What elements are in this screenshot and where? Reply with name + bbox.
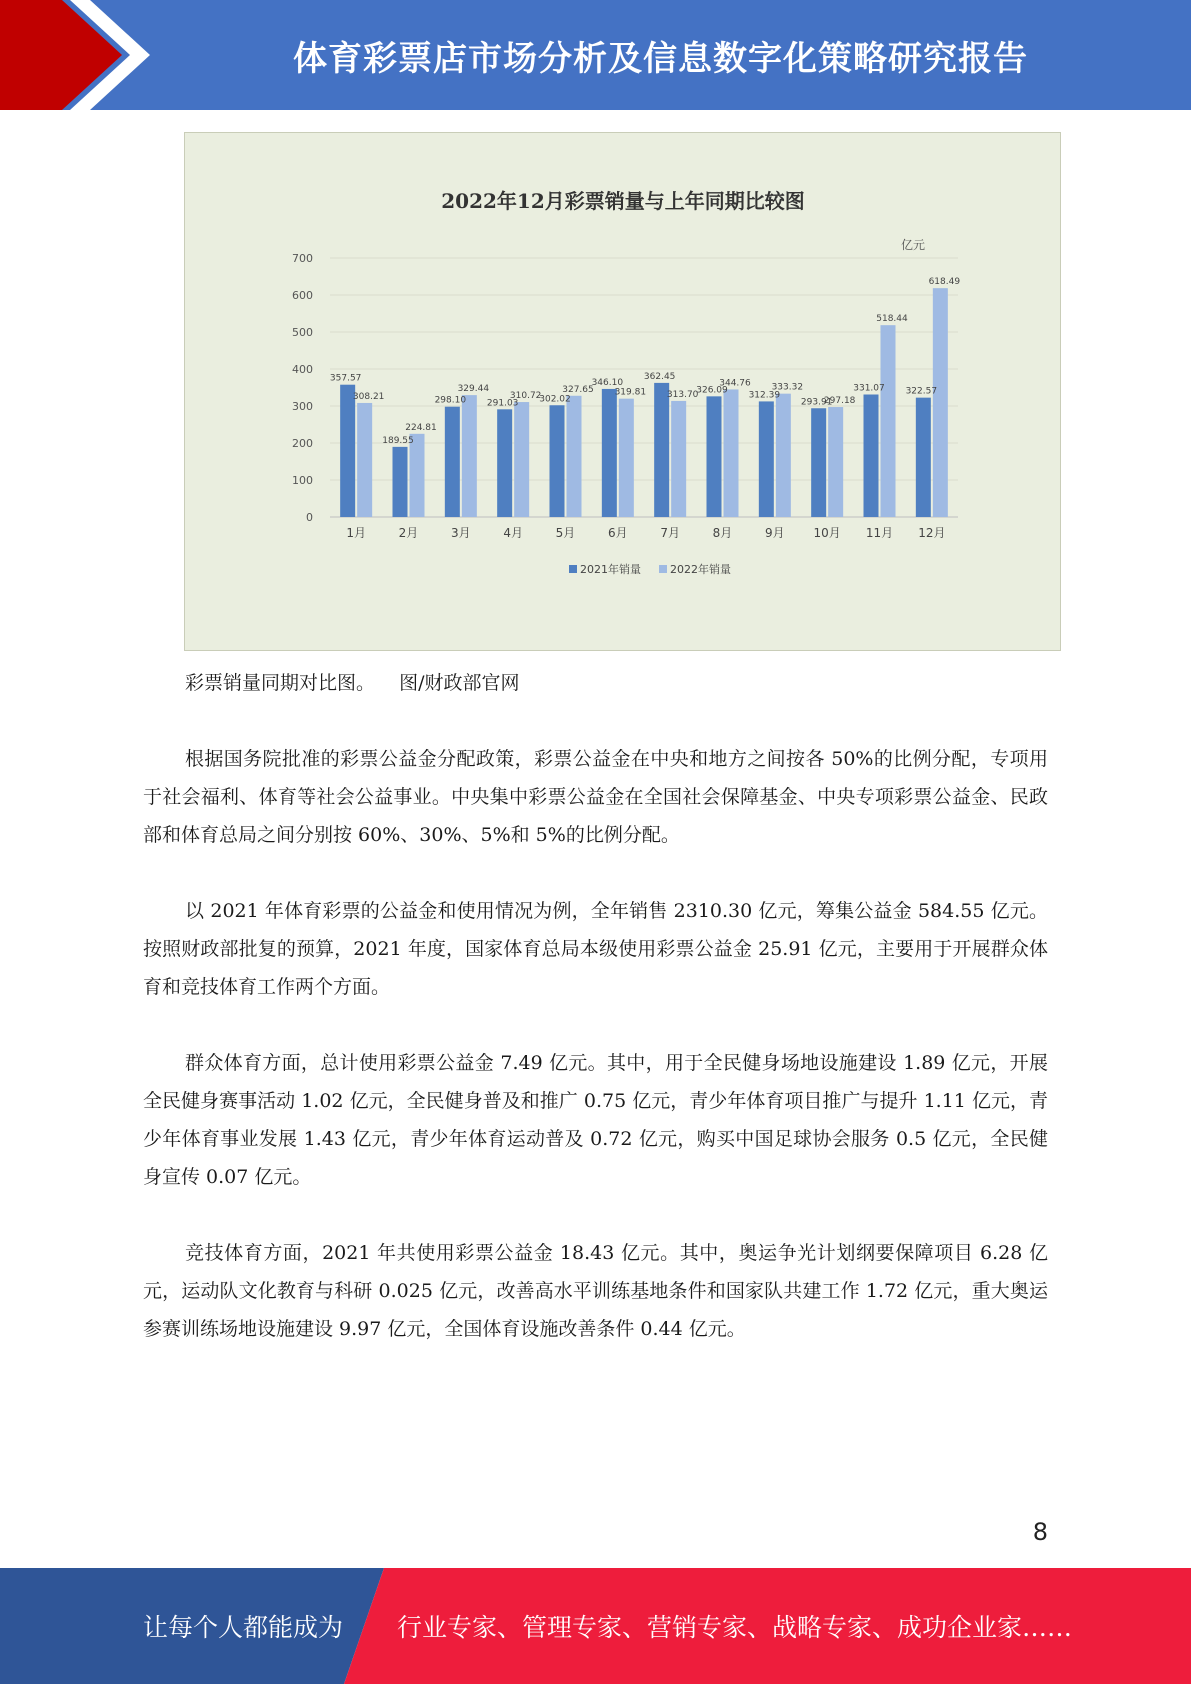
data-label: 329.44 (457, 384, 490, 395)
data-label: 618.49 (928, 277, 961, 288)
data-label: 297.18 (823, 396, 856, 407)
sales-comparison-chart (184, 132, 1061, 651)
bar-2021 (445, 407, 460, 517)
data-label: 298.10 (434, 395, 467, 406)
paragraph-allocation-policy: 根据国务院批准的彩票公益金分配政策，彩票公益金在中央和地方之间按各 50%的比例分配，专项用于社会福利、体育等社会公益事业。中央集中彩票公益金在全国社会保障基金、中央专项彩票公益金、民政部和体育总局之间分别按 60%、30%、5%和 5%的比例分配。 (143, 748, 1048, 846)
data-label: 326.09 (696, 385, 728, 396)
bar-2022 (671, 401, 686, 517)
x-tick-label: 2月 (398, 526, 419, 540)
x-tick-label: 1月 (346, 526, 366, 540)
y-tick-label: 0 (306, 511, 313, 524)
page-number: 8 (1032, 1518, 1048, 1546)
data-label: 291.03 (486, 398, 519, 409)
bar-2022 (514, 402, 529, 517)
data-label: 189.55 (382, 435, 414, 446)
document-title: 体育彩票店市场分析及信息数字化策略研究报告 (293, 38, 1028, 79)
bar-2022 (357, 403, 372, 517)
bar-2021 (759, 401, 774, 517)
data-label: 293.91 (800, 397, 833, 408)
data-label: 302.02 (539, 394, 571, 405)
data-label: 331.07 (853, 383, 885, 394)
chart-canvas (185, 133, 1062, 652)
y-tick-label: 400 (292, 363, 313, 376)
bar-2022 (881, 325, 896, 517)
data-label: 344.76 (719, 378, 751, 389)
data-label: 518.44 (876, 314, 908, 325)
bar-2022 (933, 288, 948, 517)
data-label: 362.45 (643, 371, 676, 382)
data-label: 322.57 (905, 386, 938, 397)
chart-unit-label: 亿元 (900, 238, 925, 252)
header-banner (0, 0, 1191, 110)
bar-2021 (654, 383, 669, 517)
footer-slogan-left: 让每个人都能成为 (143, 1613, 344, 1642)
x-tick-label: 9月 (765, 526, 785, 540)
body-text (143, 740, 1048, 1386)
bar-2021 (811, 408, 826, 517)
legend-label: 2022年销量 (670, 563, 731, 576)
paragraph-competitive-sports: 竞技体育方面，2021 年共使用彩票公益金 18.43 亿元。其中，奥运争光计划纲要保障项目 6.28 亿元，运动队文化教育与科研 0.025 亿元，改善高水平训练基地条件和国家队共建工作 1.72 亿元，重大奥运参赛训练场地设施建设 9.97 亿元，全国体育设施改善条件 0.44 亿元。 (143, 1242, 1048, 1340)
chart-title: 2022年12月彩票销量与上年同期比较图 (441, 189, 805, 213)
y-tick-label: 500 (292, 326, 313, 339)
y-tick-label: 200 (292, 437, 313, 450)
data-label: 313.70 (666, 389, 699, 400)
bar-2021 (393, 447, 408, 517)
bar-2021 (497, 409, 512, 517)
bar-2021 (550, 405, 565, 517)
legend-swatch (569, 565, 577, 573)
x-tick-label: 12月 (918, 526, 946, 540)
bar-2021 (864, 395, 879, 517)
legend-swatch (659, 565, 667, 573)
footer-banner (0, 1568, 1191, 1684)
x-tick-label: 6月 (608, 526, 628, 540)
x-tick-label: 11月 (865, 526, 894, 540)
bar-2022 (462, 395, 477, 517)
x-tick-label: 5月 (555, 526, 576, 540)
data-label: 224.81 (405, 422, 437, 433)
data-label: 312.39 (748, 390, 781, 401)
bar-2021 (340, 385, 355, 517)
bar-2021 (916, 398, 931, 517)
data-label: 327.65 (562, 384, 594, 395)
x-tick-label: 7月 (660, 526, 680, 540)
bar-2021 (602, 389, 617, 517)
x-tick-label: 4月 (503, 526, 523, 540)
paragraph-mass-sports: 群众体育方面，总计使用彩票公益金 7.49 亿元。其中，用于全民健身场地设施建设 1.89 亿元，开展全民健身赛事活动 1.02 亿元，全民健身普及和推广 0.75 亿元，青少年体育项目推广与提升 1.11 亿元，青少年体育事业发展 1.43 亿元，青少年体育运动普及 0.72 亿元，购买中国足球协会服务 0.5 亿元，全民健身宣传 0.07 亿元。 (143, 1052, 1048, 1188)
bar-2022 (410, 434, 425, 517)
data-label: 308.21 (352, 391, 385, 402)
x-tick-label: 3月 (451, 526, 471, 540)
chart-caption: 彩票销量同期对比图。 图/财政部官网 (185, 672, 520, 694)
x-tick-label: 8月 (712, 526, 733, 540)
bar-2021 (707, 396, 722, 517)
data-label: 310.72 (509, 391, 542, 402)
data-label: 333.32 (771, 382, 804, 393)
y-tick-label: 700 (292, 252, 313, 265)
y-tick-label: 100 (292, 474, 313, 487)
bar-2022 (619, 399, 634, 517)
footer-slogan-right: 行业专家、管理专家、营销专家、战略专家、成功企业家…… (397, 1613, 1073, 1642)
x-tick-label: 10月 (813, 526, 841, 540)
legend-label: 2021年销量 (580, 563, 641, 576)
data-label: 319.81 (614, 387, 647, 398)
bar-2022 (828, 407, 843, 517)
bar-2022 (567, 396, 582, 517)
data-label: 357.57 (329, 373, 362, 384)
paragraph-2021-funds: 以 2021 年体育彩票的公益金和使用情况为例，全年销售 2310.30 亿元，筹集公益金 584.55 亿元。按照财政部批复的预算，2021 年度，国家体育总局本级使用彩票公益金 25.91 亿元，主要用于开展群众体育和竞技体育工作两个方面。 (143, 900, 1048, 998)
data-label: 346.10 (591, 377, 624, 388)
bar-2022 (776, 394, 791, 517)
bar-2022 (724, 389, 739, 517)
y-tick-label: 300 (292, 400, 313, 413)
header-arrow-decoration (0, 0, 160, 110)
y-tick-label: 600 (292, 289, 313, 302)
